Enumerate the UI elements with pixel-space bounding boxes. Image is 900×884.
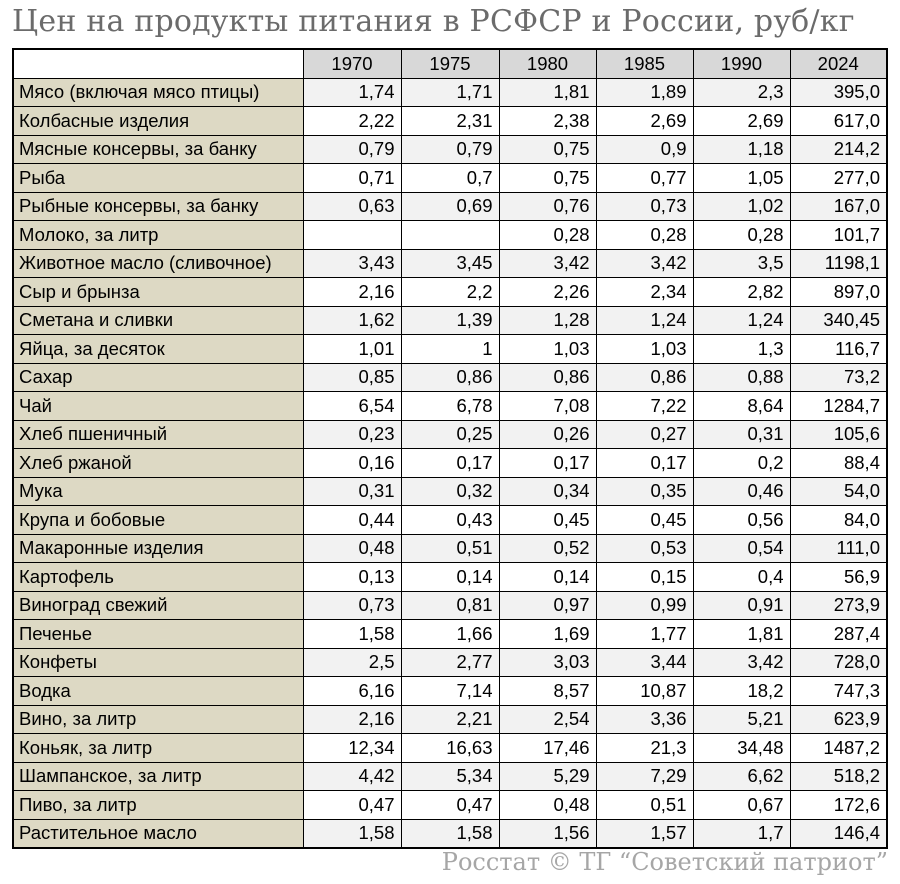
table-body [13, 78, 887, 848]
price-cell: 1,39 [401, 306, 499, 335]
price-cell: 1,58 [303, 620, 401, 649]
table-row [13, 791, 887, 820]
price-cell: 1,56 [499, 819, 596, 848]
price-cell: 3,5 [693, 249, 790, 278]
price-cell [401, 221, 499, 250]
price-cell: 0,99 [596, 591, 693, 620]
product-name: Сыр и брынза [13, 278, 303, 307]
price-cell: 0,45 [596, 506, 693, 535]
price-cell: 0,85 [303, 363, 401, 392]
table-row [13, 278, 887, 307]
price-cell: 21,3 [596, 734, 693, 763]
price-cell: 0,16 [303, 449, 401, 478]
price-cell: 2,16 [303, 705, 401, 734]
product-name: Хлеб ржаной [13, 449, 303, 478]
table-row [13, 135, 887, 164]
table-row [13, 648, 887, 677]
price-cell: 0,73 [596, 192, 693, 221]
price-cell: 1,05 [693, 164, 790, 193]
year-header: 2024 [790, 49, 887, 78]
price-cell: 0,9 [596, 135, 693, 164]
product-name: Мясо (включая мясо птицы) [13, 78, 303, 107]
price-cell: 0,51 [401, 534, 499, 563]
table-row [13, 192, 887, 221]
price-cell: 17,46 [499, 734, 596, 763]
price-cell: 105,6 [790, 420, 887, 449]
price-cell: 0,32 [401, 477, 499, 506]
price-cell: 0,86 [401, 363, 499, 392]
price-cell: 3,03 [499, 648, 596, 677]
price-cell: 2,16 [303, 278, 401, 307]
price-cell: 0,67 [693, 791, 790, 820]
price-cell: 1,02 [693, 192, 790, 221]
price-cell: 1,89 [596, 78, 693, 107]
table-row [13, 819, 887, 848]
price-cell: 0,2 [693, 449, 790, 478]
price-cell: 518,2 [790, 762, 887, 791]
price-cell: 0,35 [596, 477, 693, 506]
price-cell: 0,28 [499, 221, 596, 250]
price-cell: 0,46 [693, 477, 790, 506]
product-name: Картофель [13, 563, 303, 592]
price-cell: 0,28 [693, 221, 790, 250]
price-cell: 5,29 [499, 762, 596, 791]
price-cell: 18,2 [693, 677, 790, 706]
price-cell: 54,0 [790, 477, 887, 506]
product-name: Сметана и сливки [13, 306, 303, 335]
price-cell: 1 [401, 335, 499, 364]
price-cell: 0,26 [499, 420, 596, 449]
price-cell: 0,56 [693, 506, 790, 535]
price-cell: 56,9 [790, 563, 887, 592]
table-row [13, 78, 887, 107]
year-header: 1990 [693, 49, 790, 78]
price-cell: 0,79 [303, 135, 401, 164]
price-cell: 0,76 [499, 192, 596, 221]
table-row [13, 363, 887, 392]
price-cell: 0,88 [693, 363, 790, 392]
product-name: Рыба [13, 164, 303, 193]
product-name: Виноград свежий [13, 591, 303, 620]
price-cell: 287,4 [790, 620, 887, 649]
price-cell: 0,23 [303, 420, 401, 449]
product-name: Чай [13, 392, 303, 421]
price-cell: 2,2 [401, 278, 499, 307]
price-cell: 0,47 [303, 791, 401, 820]
source-credit: Росстат © ТГ “Советский патриот” [441, 848, 888, 876]
price-cell: 1,7 [693, 819, 790, 848]
price-cell: 2,3 [693, 78, 790, 107]
price-cell: 116,7 [790, 335, 887, 364]
price-cell: 2,5 [303, 648, 401, 677]
price-cell: 1,01 [303, 335, 401, 364]
price-cell: 6,54 [303, 392, 401, 421]
table-row [13, 107, 887, 136]
price-cell: 3,42 [693, 648, 790, 677]
price-cell: 623,9 [790, 705, 887, 734]
price-cell: 1,77 [596, 620, 693, 649]
price-cell: 1198,1 [790, 249, 887, 278]
price-cell: 0,27 [596, 420, 693, 449]
price-cell: 0,48 [303, 534, 401, 563]
product-name: Пиво, за литр [13, 791, 303, 820]
price-cell: 3,44 [596, 648, 693, 677]
price-cell: 0,14 [401, 563, 499, 592]
price-cell: 0,48 [499, 791, 596, 820]
product-name: Мука [13, 477, 303, 506]
product-name: Коньяк, за литр [13, 734, 303, 763]
price-cell: 0,14 [499, 563, 596, 592]
price-cell: 172,6 [790, 791, 887, 820]
price-cell: 0,54 [693, 534, 790, 563]
price-cell: 0,45 [499, 506, 596, 535]
table-row [13, 335, 887, 364]
price-cell: 1,74 [303, 78, 401, 107]
price-cell: 5,34 [401, 762, 499, 791]
price-cell: 0,17 [401, 449, 499, 478]
price-cell: 7,14 [401, 677, 499, 706]
corner-cell [13, 49, 303, 78]
price-cell: 2,26 [499, 278, 596, 307]
price-cell: 73,2 [790, 363, 887, 392]
price-cell: 1,71 [401, 78, 499, 107]
product-name: Животное масло (сливочное) [13, 249, 303, 278]
price-cell: 1,03 [596, 335, 693, 364]
price-cell: 0,47 [401, 791, 499, 820]
price-cell: 0,77 [596, 164, 693, 193]
product-name: Конфеты [13, 648, 303, 677]
price-cell: 1,58 [401, 819, 499, 848]
price-cell: 897,0 [790, 278, 887, 307]
table-row [13, 620, 887, 649]
price-cell: 6,62 [693, 762, 790, 791]
price-cell: 273,9 [790, 591, 887, 620]
table-row [13, 705, 887, 734]
price-cell: 1,58 [303, 819, 401, 848]
price-cell: 1,57 [596, 819, 693, 848]
price-cell: 2,21 [401, 705, 499, 734]
price-cell: 617,0 [790, 107, 887, 136]
price-cell: 3,43 [303, 249, 401, 278]
table-row [13, 591, 887, 620]
price-cell: 277,0 [790, 164, 887, 193]
price-cell: 7,08 [499, 392, 596, 421]
price-table [12, 48, 888, 849]
year-header: 1970 [303, 49, 401, 78]
product-name: Печенье [13, 620, 303, 649]
price-cell: 0,52 [499, 534, 596, 563]
price-cell: 1,28 [499, 306, 596, 335]
product-name: Водка [13, 677, 303, 706]
price-cell: 0,15 [596, 563, 693, 592]
year-header: 1985 [596, 49, 693, 78]
price-cell: 0,17 [596, 449, 693, 478]
price-cell: 2,69 [596, 107, 693, 136]
price-cell: 1,62 [303, 306, 401, 335]
table-row [13, 306, 887, 335]
price-cell: 0,69 [401, 192, 499, 221]
price-cell: 1,3 [693, 335, 790, 364]
price-cell: 1,81 [499, 78, 596, 107]
table-row [13, 506, 887, 535]
price-cell: 728,0 [790, 648, 887, 677]
price-cell: 2,38 [499, 107, 596, 136]
product-name: Яйца, за десяток [13, 335, 303, 364]
price-cell: 340,45 [790, 306, 887, 335]
table-row [13, 762, 887, 791]
table-row [13, 249, 887, 278]
price-cell: 0,51 [596, 791, 693, 820]
price-cell: 1,66 [401, 620, 499, 649]
price-cell: 1,03 [499, 335, 596, 364]
price-cell: 0,81 [401, 591, 499, 620]
price-cell: 34,48 [693, 734, 790, 763]
price-cell: 7,29 [596, 762, 693, 791]
price-cell: 747,3 [790, 677, 887, 706]
table-row [13, 164, 887, 193]
price-cell: 3,36 [596, 705, 693, 734]
price-cell: 0,91 [693, 591, 790, 620]
product-name: Хлеб пшеничный [13, 420, 303, 449]
product-name: Колбасные изделия [13, 107, 303, 136]
price-cell: 8,64 [693, 392, 790, 421]
price-cell: 0,86 [499, 363, 596, 392]
product-name: Вино, за литр [13, 705, 303, 734]
price-cell: 3,42 [596, 249, 693, 278]
price-cell: 88,4 [790, 449, 887, 478]
price-cell: 6,16 [303, 677, 401, 706]
price-cell: 3,42 [499, 249, 596, 278]
price-cell: 0,44 [303, 506, 401, 535]
table-row [13, 221, 887, 250]
price-cell: 0,4 [693, 563, 790, 592]
price-cell: 4,42 [303, 762, 401, 791]
price-cell: 0,43 [401, 506, 499, 535]
table-row [13, 420, 887, 449]
table-row [13, 734, 887, 763]
price-cell: 0,86 [596, 363, 693, 392]
product-name: Сахар [13, 363, 303, 392]
price-cell: 0,7 [401, 164, 499, 193]
price-cell: 2,69 [693, 107, 790, 136]
table-row [13, 449, 887, 478]
product-name: Растительное масло [13, 819, 303, 848]
year-header: 1980 [499, 49, 596, 78]
price-cell: 16,63 [401, 734, 499, 763]
product-name: Мясные консервы, за банку [13, 135, 303, 164]
price-cell: 1487,2 [790, 734, 887, 763]
product-name: Крупа и бобовые [13, 506, 303, 535]
price-cell: 12,34 [303, 734, 401, 763]
price-cell: 2,54 [499, 705, 596, 734]
price-cell [303, 221, 401, 250]
price-cell: 0,73 [303, 591, 401, 620]
price-cell: 0,97 [499, 591, 596, 620]
price-cell: 0,34 [499, 477, 596, 506]
price-cell: 10,87 [596, 677, 693, 706]
price-cell: 0,79 [401, 135, 499, 164]
price-cell: 0,53 [596, 534, 693, 563]
price-cell: 0,17 [499, 449, 596, 478]
price-cell: 0,31 [303, 477, 401, 506]
price-cell: 6,78 [401, 392, 499, 421]
price-cell: 146,4 [790, 819, 887, 848]
price-cell: 0,63 [303, 192, 401, 221]
price-cell: 0,25 [401, 420, 499, 449]
price-cell: 5,21 [693, 705, 790, 734]
table-row [13, 534, 887, 563]
price-cell: 2,31 [401, 107, 499, 136]
price-cell: 84,0 [790, 506, 887, 535]
product-name: Макаронные изделия [13, 534, 303, 563]
price-cell: 0,71 [303, 164, 401, 193]
price-cell: 1,81 [693, 620, 790, 649]
price-cell: 1,69 [499, 620, 596, 649]
price-cell: 2,77 [401, 648, 499, 677]
table-row [13, 563, 887, 592]
price-cell: 7,22 [596, 392, 693, 421]
price-cell: 2,22 [303, 107, 401, 136]
price-cell: 0,13 [303, 563, 401, 592]
table-row [13, 677, 887, 706]
price-cell: 1284,7 [790, 392, 887, 421]
price-cell: 0,75 [499, 164, 596, 193]
header-row [13, 49, 887, 78]
year-header: 1975 [401, 49, 499, 78]
price-cell: 111,0 [790, 534, 887, 563]
price-cell: 214,2 [790, 135, 887, 164]
page-title: Цен на продукты питания в РСФСР и России, руб/кг [12, 4, 855, 39]
table-row [13, 392, 887, 421]
price-cell: 1,24 [693, 306, 790, 335]
price-cell: 1,18 [693, 135, 790, 164]
product-name: Молоко, за литр [13, 221, 303, 250]
product-name: Рыбные консервы, за банку [13, 192, 303, 221]
price-cell: 2,34 [596, 278, 693, 307]
table-row [13, 477, 887, 506]
price-cell: 8,57 [499, 677, 596, 706]
price-cell: 0,31 [693, 420, 790, 449]
price-cell: 0,28 [596, 221, 693, 250]
price-cell: 167,0 [790, 192, 887, 221]
price-cell: 395,0 [790, 78, 887, 107]
price-cell: 0,75 [499, 135, 596, 164]
price-cell: 1,24 [596, 306, 693, 335]
price-cell: 2,82 [693, 278, 790, 307]
price-cell: 101,7 [790, 221, 887, 250]
price-cell: 3,45 [401, 249, 499, 278]
product-name: Шампанское, за литр [13, 762, 303, 791]
